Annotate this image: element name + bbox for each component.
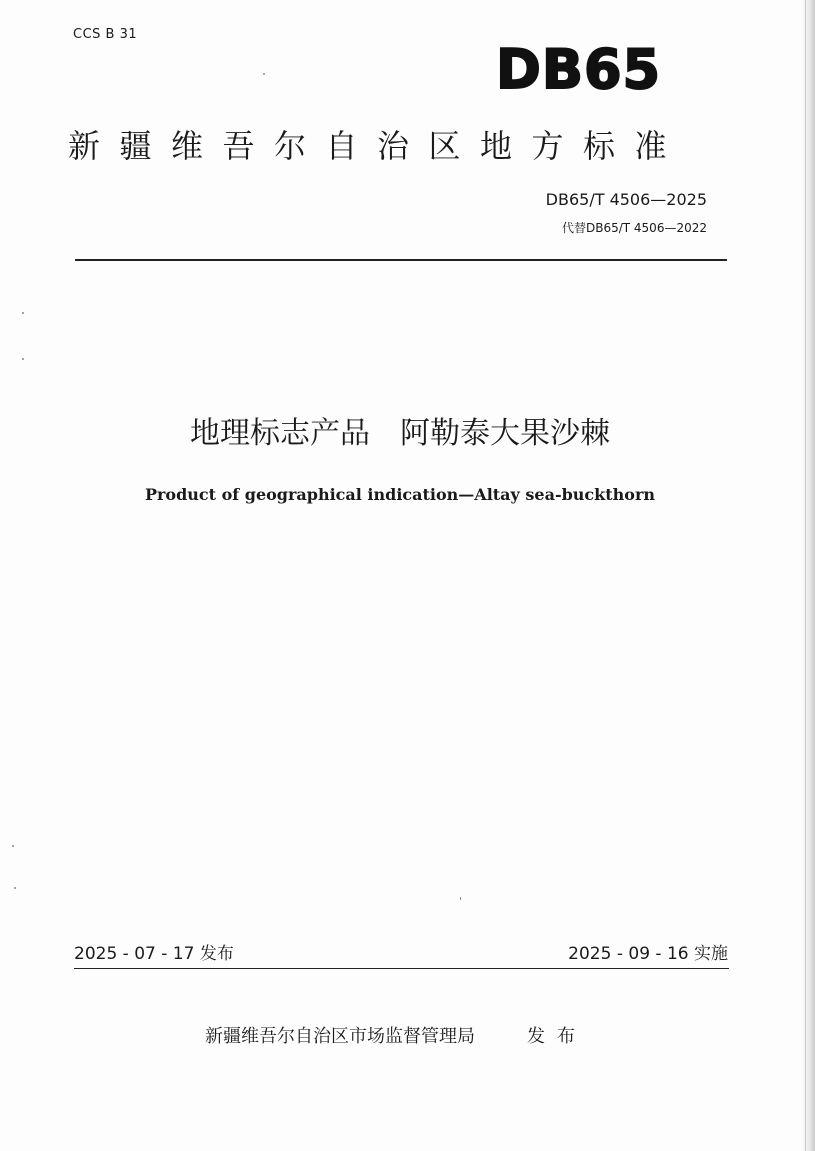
scan-speck [460,897,461,900]
scan-speck [22,358,24,360]
scan-speck [12,845,14,847]
implementation-date: 2025 - 09 - 16 实施 [568,944,728,964]
scan-edge-shadow [801,0,815,1151]
standard-type-heading: 新疆维吾尔自治区地方标准 [68,127,687,165]
scan-speck [22,312,24,314]
db65-logo: DB65 [496,38,662,101]
scan-speck [263,73,265,75]
publisher-name: 新疆维吾尔自治区市场监督管理局 [205,1026,475,1047]
footer-divider [74,968,729,969]
scan-edge-line [805,0,806,1151]
ccs-code: CCS B 31 [73,27,138,42]
issue-date: 2025 - 07 - 17 发布 [74,944,234,964]
scan-speck [14,887,16,889]
document-title-english: Product of geographical indication—Altay sea-buckthorn [144,485,656,504]
publish-label: 发布 [527,1026,587,1047]
standard-number: DB65/T 4506—2025 [545,190,707,209]
header-divider [75,259,727,261]
replaces-standard: 代替DB65/T 4506—2022 [561,221,707,235]
document-title-chinese: 地理标志产品 阿勒泰大果沙棘 [190,416,610,451]
